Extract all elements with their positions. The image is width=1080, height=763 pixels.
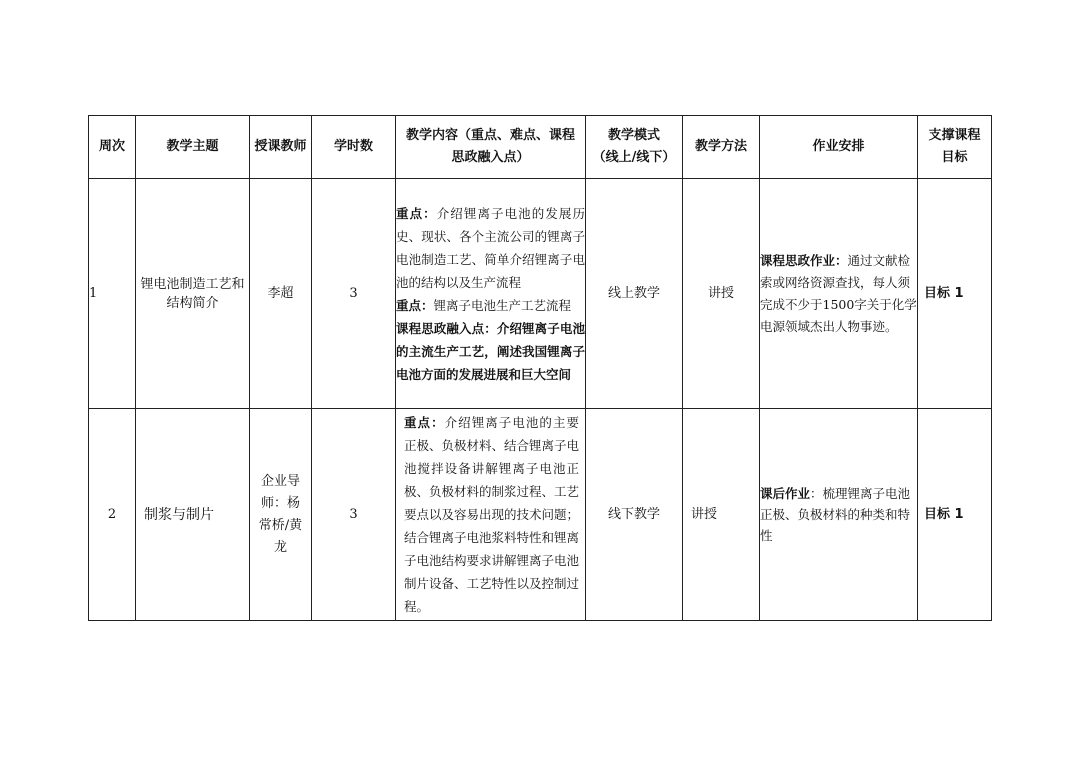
- header-homework: 作业安排: [760, 116, 918, 179]
- table-row: [89, 179, 992, 409]
- row1-week: 1: [89, 179, 136, 409]
- row1-key-point: [396, 202, 585, 294]
- row1-homework-text: 通过文献检索或网络资源查找，每人须完成不少于1500字关于化学电源领域杰出人物事迹。: [760, 252, 917, 334]
- row2-key-label: 重点：: [404, 415, 445, 430]
- row2-content: [396, 409, 586, 621]
- header-goal-line1: 支撑课程: [928, 128, 981, 143]
- header-content-line2: 思政融入点）: [451, 150, 530, 165]
- row1-key-point-2: [396, 294, 585, 317]
- row2-hours: 3: [312, 409, 396, 621]
- row2-goal: 目标 1: [918, 409, 992, 621]
- row1-mode: 线上教学: [586, 179, 683, 409]
- row2-teacher: 企业导师：杨常桥/黄龙: [250, 409, 312, 621]
- header-content-line1: 教学内容（重点、难点、课程: [405, 128, 575, 143]
- row1-homework: [760, 179, 918, 409]
- row1-hours: 3: [312, 179, 396, 409]
- row2-topic: 制浆与制片: [136, 409, 250, 621]
- row1-topic-line1: 锂电池制造工艺和: [140, 276, 245, 292]
- header-goal-line2: 目标: [941, 150, 968, 165]
- header-hours: 学时数: [312, 116, 396, 179]
- row1-key-text: 介绍锂离子电池的发展历史、现状、各个主流公司的锂离子电池制造工艺、简单介绍锂离子电池的结构以及生产流程: [396, 205, 585, 290]
- header-mode-line2: （线上/线下）: [592, 150, 676, 165]
- header-mode: [586, 116, 683, 179]
- header-week: 周次: [89, 116, 136, 179]
- row1-topic: [136, 179, 250, 409]
- row1-method: 讲授: [683, 179, 760, 409]
- row2-method: 讲授: [683, 409, 760, 621]
- row1-content: [396, 179, 586, 409]
- row2-key-text: 介绍锂离子电池的主要正极、负极材料、结合锂离子电池搅拌设备讲解锂离子电池正极、负极材料的制浆过程、工艺要点以及容易出现的技术问题；结合锂离子电池浆料特性和锂离子电池结构要求讲解锂离子电池制片设备、工艺特性以及控制过程。: [404, 415, 580, 614]
- header-teacher: 授课教师: [250, 116, 312, 179]
- header-method: 教学方法: [683, 116, 760, 179]
- row1-key2-text: 锂离子电池生产工艺流程: [433, 297, 572, 313]
- row2-homework-label: 课后作业: [760, 486, 811, 501]
- row2-mode: 线下教学: [586, 409, 683, 621]
- header-content: [396, 116, 586, 179]
- row1-key-label: 重点：: [396, 205, 437, 221]
- header-topic: 教学主题: [136, 116, 250, 179]
- course-schedule-table: [88, 115, 992, 621]
- row2-week: 2: [89, 409, 136, 621]
- header-goal: [918, 116, 992, 179]
- table-row: [89, 409, 992, 621]
- row1-key2-label: 重点：: [396, 297, 434, 313]
- row1-ideology-point: 课程思政融入点：介绍锂离子电池的主流生产工艺，阐述我国锂离子电池方面的发展进展和巨大空间: [396, 320, 585, 382]
- row2-key-point: [404, 411, 579, 618]
- row1-topic-line2: 结构简介: [166, 295, 219, 311]
- header-row: [89, 116, 992, 179]
- header-mode-line1: 教学模式: [607, 128, 660, 143]
- row1-teacher: 李超: [250, 179, 312, 409]
- row1-homework-label: 课程思政作业：: [760, 252, 848, 268]
- row2-homework: [760, 409, 918, 621]
- row1-goal: 目标 1: [918, 179, 992, 409]
- row2-homework-text: ：梳理锂离子电池正极、负极材料的种类和特性: [760, 486, 911, 543]
